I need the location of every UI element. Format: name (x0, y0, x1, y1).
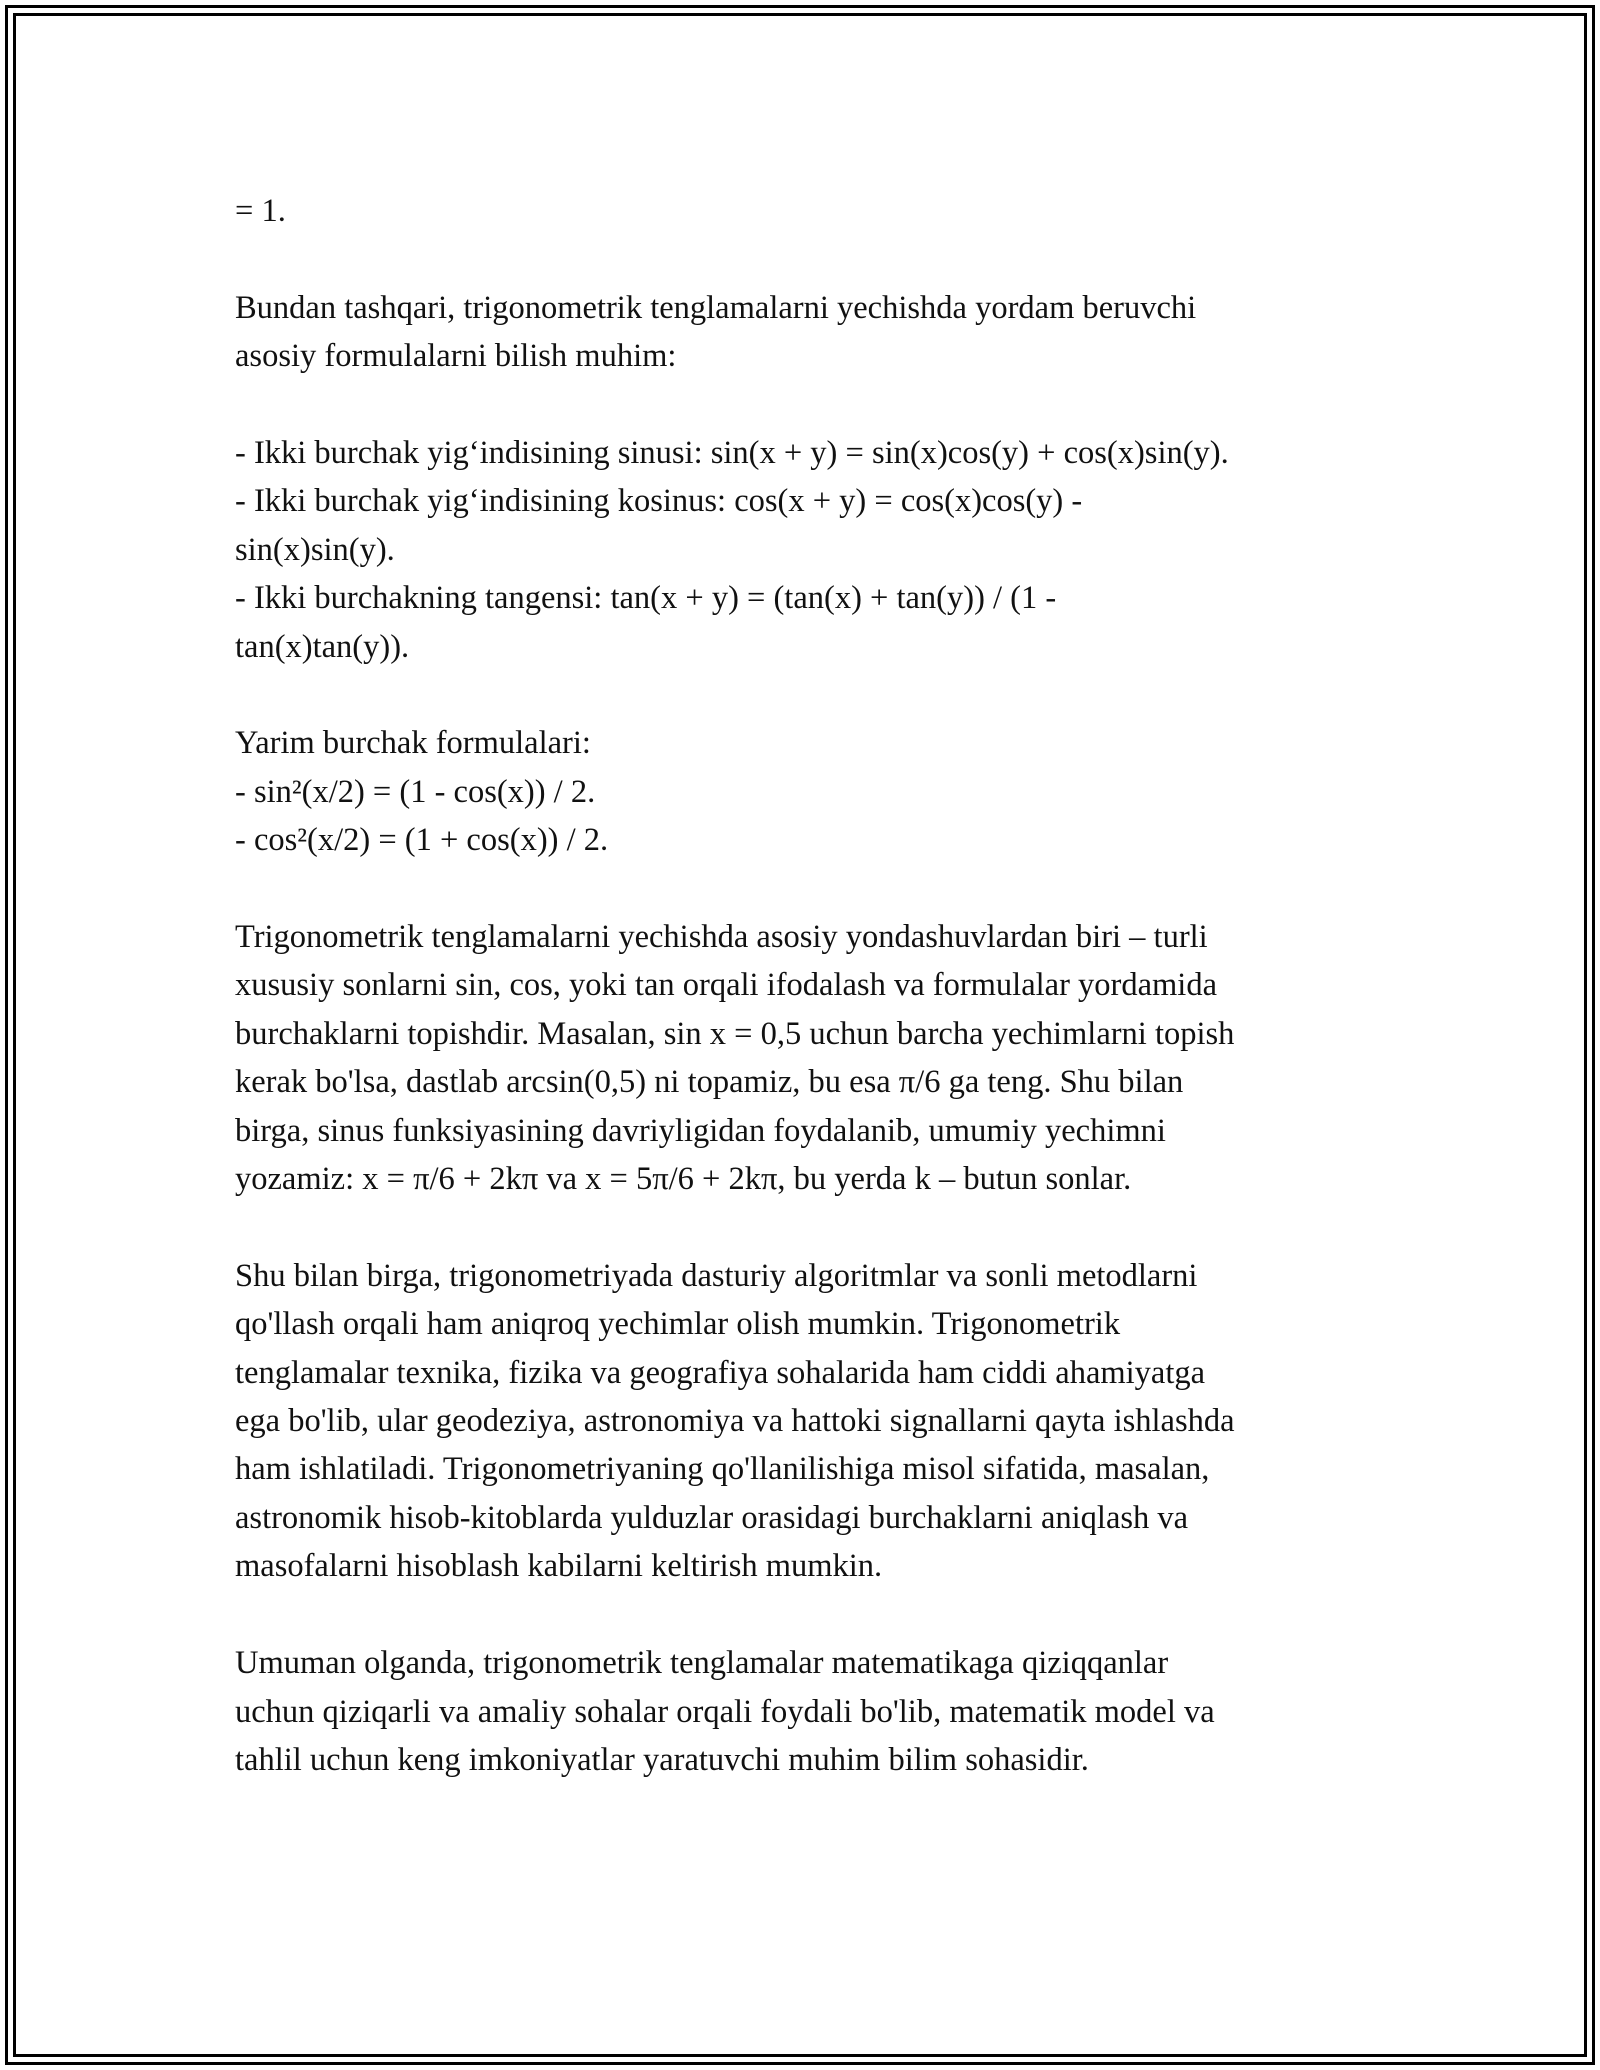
paragraph-gap (235, 1203, 1385, 1251)
text-line: - Ikki burchak yig‘indisining kosinus: cos(x + y) = cos(x)cos(y) - (235, 483, 1083, 520)
opening-line (235, 187, 1385, 235)
text-line: xususiy sonlarni sin, cos, yoki tan orqali ifodalash va formulalar yordamida (235, 967, 1218, 1004)
text-line: sin(x)sin(y). (235, 531, 395, 568)
intro-paragraph (235, 284, 1385, 381)
text-line: qo'llash orqali ham aniqroq yechimlar olish mumkin. Trigonometrik (235, 1306, 1121, 1343)
text-line: masofalarni hisoblash kabilarni keltirish mumkin. (235, 1548, 883, 1585)
text-line: Yarim burchak formulalari: (235, 725, 591, 762)
text-line: - Ikki burchakning tangensi: tan(x + y) = (tan(x) + tan(y)) / (1 - (235, 580, 1057, 617)
formulas-list (235, 429, 1385, 671)
text-line: birga, sinus funksiyasining davriyligidan foydalanib, umumiy yechimni (235, 1112, 1166, 1149)
text-line: yozamiz: x = π/6 + 2kπ va x = 5π/6 + 2kπ, bu yerda k – butun sonlar. (235, 1161, 1132, 1198)
text-line: ham ishlatiladi. Trigonometriyaning qo'llanilishiga misol sifatida, masalan, (235, 1451, 1210, 1488)
text-line: asosiy formulalarni bilish muhim: (235, 338, 677, 375)
text-line: = 1. (235, 193, 286, 229)
text-line: astronomik hisob-kitoblarda yulduzlar orasidagi burchaklarni aniqlash va (235, 1499, 1189, 1536)
applications-paragraph (235, 1252, 1385, 1591)
text-line: - sin²(x/2) = (1 - cos(x)) / 2. (235, 773, 596, 810)
half-angle-formulas (235, 719, 1385, 864)
text-line: tan(x)tan(y)). (235, 628, 410, 665)
conclusion-paragraph (235, 1639, 1385, 1784)
text-line: burchaklarni topishdir. Masalan, sin x = 0,5 uchun barcha yechimlarni topish (235, 1015, 1235, 1052)
text-line: ega bo'lib, ular geodeziya, astronomiya va hattoki signallarni qayta ishlashda (235, 1403, 1235, 1440)
paragraph-gap (235, 381, 1385, 429)
text-line: Shu bilan birga, trigonometriyada dasturiy algoritmlar va sonli metodlarni (235, 1257, 1198, 1294)
text-line: tenglamalar texnika, fizika va geografiya sohalarida ham ciddi ahamiyatga (235, 1354, 1206, 1391)
text-line: Umuman olganda, trigonometrik tenglamalar matematikaga qiziqqanlar (235, 1645, 1169, 1682)
approach-paragraph (235, 913, 1385, 1203)
text-line: - cos²(x/2) = (1 + cos(x)) / 2. (235, 822, 609, 859)
paragraph-gap (235, 1591, 1385, 1639)
paragraph-gap (235, 235, 1385, 283)
text-line: tahlil uchun keng imkoniyatlar yaratuvchi muhim bilim sohasidir. (235, 1741, 1089, 1778)
text-line: kerak bo'lsa, dastlab arcsin(0,5) ni topamiz, bu esa π/6 ga teng. Shu bilan (235, 1064, 1184, 1101)
text-line: Bundan tashqari, trigonometrik tenglamalarni yechishda yordam beruvchi (235, 289, 1197, 326)
text-line: Trigonometrik tenglamalarni yechishda asosiy yondashuvlardan biri – turli (235, 919, 1208, 956)
text-line: uchun qiziqarli va amaliy sohalar orqali foydali bo'lib, matematik model va (235, 1693, 1215, 1730)
paragraph-gap (235, 671, 1385, 719)
text-line: - Ikki burchak yig‘indisining sinusi: sin(x + y) = sin(x)cos(y) + cos(x)sin(y). (235, 435, 1229, 471)
paragraph-gap (235, 865, 1385, 913)
document-body (235, 187, 1385, 1784)
